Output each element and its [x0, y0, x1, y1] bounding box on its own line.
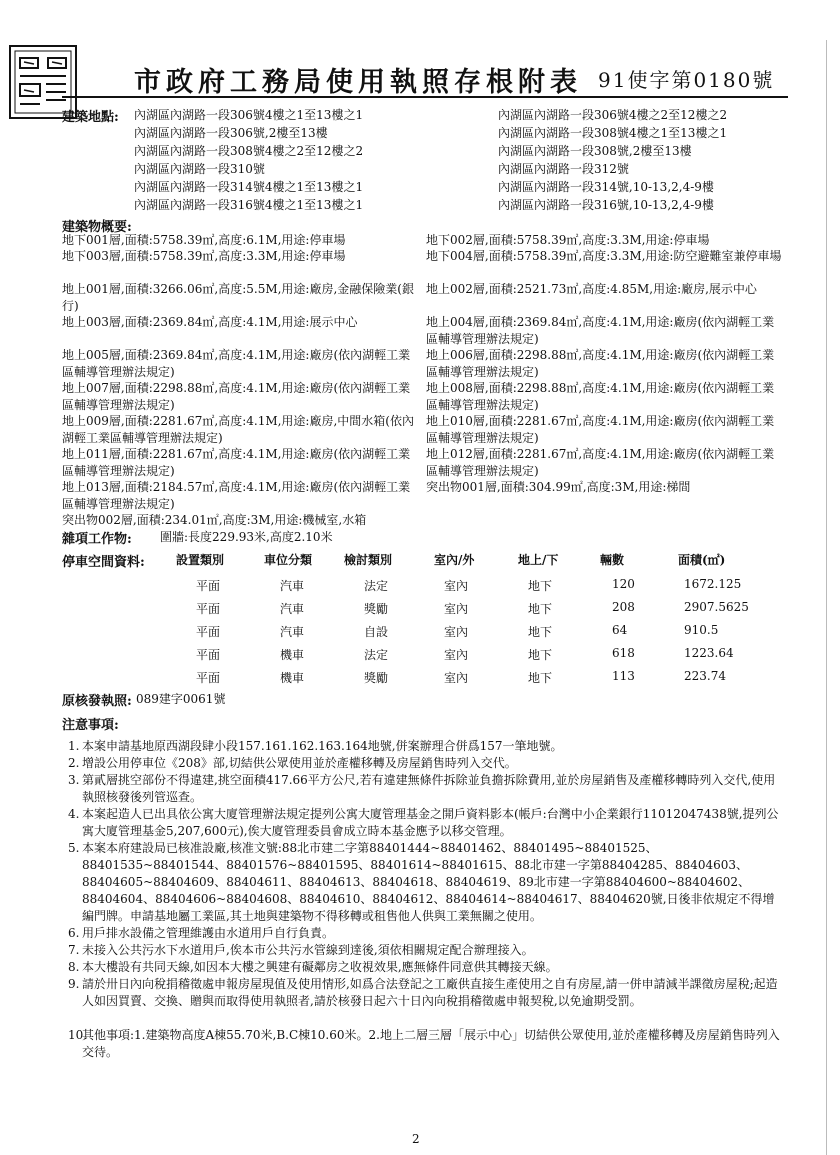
note-number: 5.: [68, 841, 80, 855]
parking-cell: 64: [612, 623, 628, 637]
address-left-5: 內湖區內湖路一段316號4樓之1至13樓之1: [134, 198, 364, 212]
address-left-3: 內湖區內湖路一段310號: [134, 162, 265, 176]
note-number: 10.: [68, 1028, 88, 1042]
parking-cell: 地下: [528, 671, 553, 685]
note-text: 本案本府建設局已核准設廠,核准文號:88北市建二字第88401444~88401462、88401495~88401525、88401535~88401544、88401576~88401595、88401614~88401615、88北市建一字第88404285、88404603、88404605~88404609、88404611、88404613、88404618、88404619、89北市建一字第88404600~88404602、88404604、88404606~88404608、88404610、88404612、88404614~88404617、88404620號,日後非依規定不得增編門牌。申請基地屬工業區,其土地與建築物不得移轉或租售他人供與工業無關之使用。: [82, 841, 775, 923]
note-text: 本大樓設有共同天線,如因本大樓之興建有礙鄰房之收視效果,應無條件同意供其轉接天線。: [82, 960, 558, 974]
note-number: 8.: [68, 960, 80, 974]
notes-label: 注意事項:: [62, 718, 119, 733]
parking-cell: 910.5: [684, 623, 719, 637]
parking-cell: 208: [612, 600, 635, 614]
parking-label: 停車空間資料:: [62, 555, 145, 570]
note-item: [68, 959, 786, 976]
note-number: 9.: [68, 977, 80, 991]
address-left-4: 內湖區內湖路一段314號4樓之1至13樓之1: [134, 180, 364, 194]
parking-cell: 平面: [196, 602, 221, 616]
note-number: 7.: [68, 943, 80, 957]
note-number: 1.: [68, 739, 80, 753]
floor-8f: 地上008層,面積:2298.88㎡,高度:4.1M,用途:廠房(依內湖輕工業區輔導管理辦法規定): [426, 381, 775, 412]
floor-10f: 地上010層,面積:2281.67㎡,高度:4.1M,用途:廠房(依內湖輕工業區輔導管理辦法規定): [426, 414, 775, 445]
floor-11f: 地上011層,面積:2281.67㎡,高度:4.1M,用途:廠房(依內湖輕工業區輔導管理辦法規定): [62, 447, 411, 478]
note-item: [68, 1027, 786, 1061]
floor-6f: 地上006層,面積:2298.88㎡,高度:4.1M,用途:廠房(依內湖輕工業區輔導管理辦法規定): [426, 348, 775, 379]
parking-cell: 汽車: [280, 625, 305, 639]
note-text: 請於卅日內向稅捐稽徵處申報房屋現值及使用情形,如爲合法登記之工廠供直接生產使用之自有房屋,請一併申請減半課徵房屋稅;起造人如因買賣、交換、贈與而取得使用執照者,請於核發日起六十日內向稅捐稽徵處申報契稅,以免逾期受罰。: [82, 977, 778, 1008]
parking-cell: 獎勵: [364, 671, 389, 685]
floor-b1: 地下001層,面積:5758.39㎡,高度:6.1M,用途:停車場: [62, 233, 346, 247]
note-number: 4.: [68, 807, 80, 821]
floor-1f: 地上001層,面積:3266.06㎡,高度:5.5M,用途:廠房,金融保險業(銀行): [62, 282, 414, 313]
document-title: 市政府工務局使用執照存根附表: [134, 67, 582, 98]
note-item: [68, 755, 786, 772]
parking-header-count: 輛數: [600, 553, 625, 567]
note-item: [68, 806, 786, 840]
parking-cell: 地下: [528, 579, 553, 593]
parking-cell: 120: [612, 577, 635, 591]
floor-b4: 地下004層,面積:5758.39㎡,高度:3.3M,用途:防空避難室兼停車場: [426, 249, 782, 263]
rooftop-1: 突出物001層,面積:304.99㎡,高度:3M,用途:梯間: [426, 480, 691, 494]
parking-cell: 地下: [528, 648, 553, 662]
parking-cell: 室內: [444, 625, 469, 639]
permit-number: 91使字第0180號: [598, 68, 775, 92]
building-label: 建築物概要:: [62, 220, 132, 235]
note-text: 用戶排水設備之管理維護由水道用戶自行負責。: [82, 926, 335, 940]
note-number: 2.: [68, 756, 80, 770]
parking-cell: 室內: [444, 671, 469, 685]
floor-12f: 地上012層,面積:2281.67㎡,高度:4.1M,用途:廠房(依內湖輕工業區輔導管理辦法規定): [426, 447, 775, 478]
address-right-3: 內湖區內湖路一段312號: [498, 162, 629, 176]
misc-label: 雜項工作物:: [62, 532, 132, 547]
parking-cell: 平面: [196, 648, 221, 662]
parking-header-area: 面積(㎡): [678, 553, 726, 567]
parking-cell: 室內: [444, 579, 469, 593]
parking-header-vehicle: 車位分類: [264, 553, 313, 567]
parking-cell: 法定: [364, 648, 389, 662]
parking-cell: 室內: [444, 648, 469, 662]
note-text: 第貳層挑空部份不得違建,挑空面積417.66平方公尺,若有違建無條件拆除並負擔拆除費用,並於房屋銷售及產權移轉時列入交代,使用執照核發後列管巡查。: [82, 773, 776, 804]
floor-7f: 地上007層,面積:2298.88㎡,高度:4.1M,用途:廠房(依內湖輕工業區輔導管理辦法規定): [62, 381, 411, 412]
parking-cell: 汽車: [280, 602, 305, 616]
note-item: [68, 976, 786, 1010]
address-right-5: 內湖區內湖路一段316號,10-13,2,4-9樓: [498, 198, 714, 212]
note-number: 3.: [68, 773, 80, 787]
parking-cell: 2907.5625: [684, 600, 749, 614]
floor-4f: 地上004層,面積:2369.84㎡,高度:4.1M,用途:廠房(依內湖輕工業區輔導管理辦法規定): [426, 315, 775, 346]
floor-b2: 地下002層,面積:5758.39㎡,高度:3.3M,用途:停車場: [426, 233, 710, 247]
floor-3f: 地上003層,面積:2369.84㎡,高度:4.1M,用途:展示中心: [62, 315, 358, 329]
floor-13f: 地上013層,面積:2184.57㎡,高度:4.1M,用途:廠房(依內湖輕工業區輔導管理辦法規定): [62, 480, 411, 511]
parking-cell: 1223.64: [684, 646, 734, 660]
parking-cell: 汽車: [280, 579, 305, 593]
parking-header-level: 地上/下: [518, 553, 559, 567]
misc-value: 圍牆:長度229.93米,高度2.10米: [160, 530, 333, 544]
address-right-0: 內湖區內湖路一段306號4樓之2至12樓之2: [498, 108, 728, 122]
address-right-2: 內湖區內湖路一段308號,2樓至13樓: [498, 144, 692, 158]
note-text: 未接入公共污水下水道用戶,俟本市公共污水管線到達後,須依相關規定配合辦理接入。: [82, 943, 534, 957]
page-number: 2: [412, 1132, 420, 1146]
address-left-0: 內湖區內湖路一段306號4樓之1至13樓之1: [134, 108, 364, 122]
note-text: 其他事項:1.建築物高度A棟55.70米,B.C棟10.60米。2.地上二層三層「展示中心」切結供公眾使用,並於產權移轉及房屋銷售時列入交待。: [82, 1028, 780, 1059]
note-text: 本案起造人已出具依公寓大廈管理辦法規定提列公寓大廈管理基金之開戶資料影本(帳戶:台灣中小企業銀行11012047438號,提列公寓大廈管理基金5,207,600元),俟大廈管理委員會成立時本基金應予以移交管理。: [82, 807, 779, 838]
page-edge-line: [826, 40, 827, 1155]
parking-cell: 自設: [364, 625, 389, 639]
note-text: 增設公用停車位《208》部,切結供公眾使用並於產權移轉及房屋銷售時列入交代。: [82, 756, 517, 770]
parking-cell: 獎勵: [364, 602, 389, 616]
note-number: 6.: [68, 926, 80, 940]
address-left-1: 內湖區內湖路一段306號,2樓至13樓: [134, 126, 328, 140]
title-rule: [62, 96, 788, 98]
original-permit-value: 089建字0061號: [136, 692, 226, 706]
original-permit-label: 原核發執照:: [62, 694, 132, 709]
floor-5f: 地上005層,面積:2369.84㎡,高度:4.1M,用途:廠房(依內湖輕工業區輔導管理辦法規定): [62, 348, 411, 379]
parking-cell: 平面: [196, 671, 221, 685]
parking-header-category: 設置類別: [176, 553, 225, 567]
parking-cell: 113: [612, 669, 635, 683]
parking-cell: 機車: [280, 648, 305, 662]
address-left-2: 內湖區內湖路一段308號4樓之2至12樓之2: [134, 144, 364, 158]
address-right-1: 內湖區內湖路一段308號4樓之1至13樓之1: [498, 126, 728, 140]
parking-header-review: 檢討類別: [344, 553, 393, 567]
address-right-4: 內湖區內湖路一段314號,10-13,2,4-9樓: [498, 180, 714, 194]
parking-header-inout: 室內/外: [434, 553, 475, 567]
parking-cell: 地下: [528, 602, 553, 616]
parking-cell: 機車: [280, 671, 305, 685]
parking-cell: 1672.125: [684, 577, 742, 591]
parking-cell: 平面: [196, 625, 221, 639]
parking-cell: 223.74: [684, 669, 726, 683]
rooftop-2: 突出物002層,面積:234.01㎡,高度:3M,用途:機械室,水箱: [62, 513, 367, 527]
parking-cell: 平面: [196, 579, 221, 593]
note-text: 本案申請基地原西湖段肆小段157.161.162.163.164地號,併案辦理合併爲157一筆地號。: [82, 739, 563, 753]
note-item: [68, 738, 786, 755]
floor-2f: 地上002層,面積:2521.73㎡,高度:4.85M,用途:廠房,展示中心: [426, 282, 757, 296]
note-item: [68, 840, 786, 925]
parking-cell: 618: [612, 646, 635, 660]
floor-9f: 地上009層,面積:2281.67㎡,高度:4.1M,用途:廠房,中間水箱(依內湖輕工業區輔導管理辦法規定): [62, 414, 414, 445]
parking-cell: 室內: [444, 602, 469, 616]
floor-b3: 地下003層,面積:5758.39㎡,高度:3.3M,用途:停車場: [62, 249, 346, 263]
note-item: [68, 942, 786, 959]
address-label: 建築地點:: [62, 110, 119, 125]
parking-cell: 地下: [528, 625, 553, 639]
note-item: [68, 772, 786, 806]
note-item: [68, 925, 786, 942]
parking-cell: 法定: [364, 579, 389, 593]
